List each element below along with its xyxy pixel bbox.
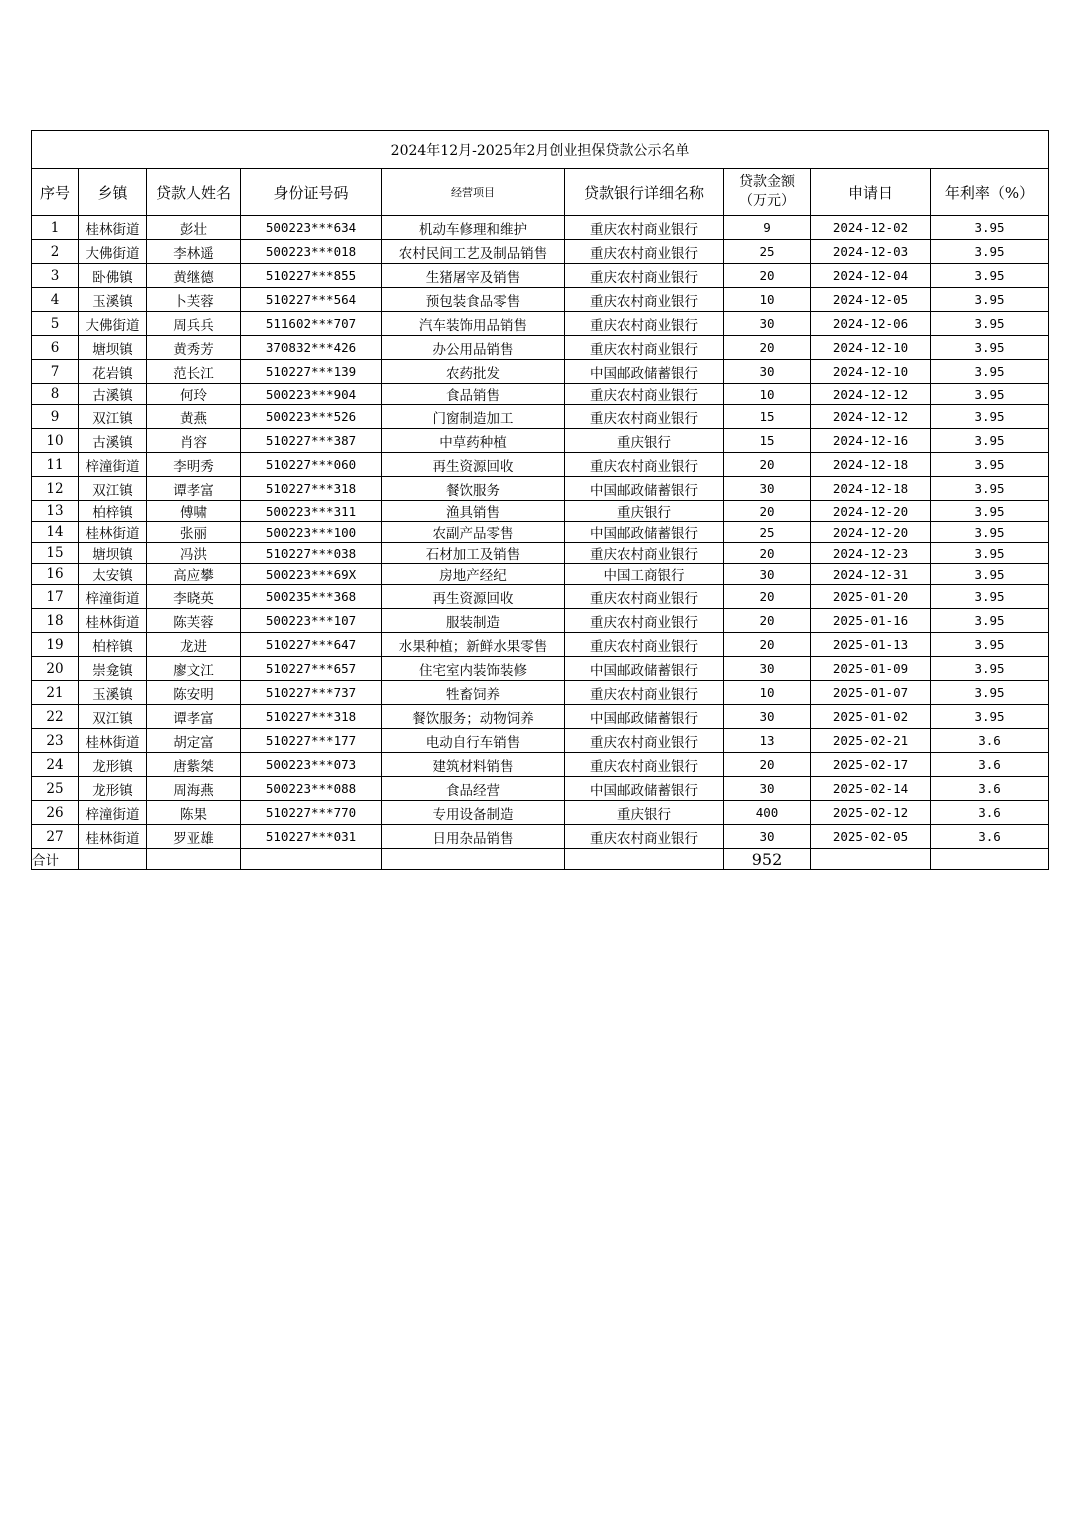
- total-row: [32, 849, 1049, 870]
- cell-town: 桂林街道: [79, 609, 147, 633]
- table-row: [32, 729, 1049, 753]
- cell-project: 生猪屠宰及销售: [382, 264, 565, 288]
- cell-id: 500223***088: [241, 777, 382, 801]
- table-row: [32, 825, 1049, 849]
- table-row: [32, 543, 1049, 564]
- cell-amount: 15: [724, 429, 811, 453]
- total-empty: [79, 849, 147, 870]
- table-row: [32, 777, 1049, 801]
- cell-date: 2025-02-21: [811, 729, 931, 753]
- cell-project: 电动自行车销售: [382, 729, 565, 753]
- cell-town: 龙形镇: [79, 777, 147, 801]
- cell-bank: 重庆银行: [565, 801, 724, 825]
- cell-rate: 3.95: [931, 657, 1049, 681]
- cell-name: 傅啸: [147, 501, 241, 522]
- cell-town: 柏梓镇: [79, 633, 147, 657]
- cell-bank: 重庆银行: [565, 429, 724, 453]
- cell-rate: 3.95: [931, 216, 1049, 240]
- cell-amount: 20: [724, 543, 811, 564]
- cell-project: 食品经营: [382, 777, 565, 801]
- cell-town: 柏梓镇: [79, 501, 147, 522]
- cell-seq: 5: [32, 312, 79, 336]
- table-row: [32, 585, 1049, 609]
- cell-rate: 3.95: [931, 633, 1049, 657]
- cell-seq: 14: [32, 522, 79, 543]
- cell-bank: 中国邮政储蓄银行: [565, 360, 724, 384]
- cell-town: 梓潼街道: [79, 453, 147, 477]
- cell-rate: 3.6: [931, 777, 1049, 801]
- cell-town: 双江镇: [79, 477, 147, 501]
- cell-name: 冯洪: [147, 543, 241, 564]
- cell-date: 2024-12-23: [811, 543, 931, 564]
- cell-bank: 重庆农村商业银行: [565, 405, 724, 429]
- cell-project: 中草药种植: [382, 429, 565, 453]
- cell-bank: 重庆农村商业银行: [565, 453, 724, 477]
- table-row: [32, 405, 1049, 429]
- cell-rate: 3.95: [931, 453, 1049, 477]
- table-row: [32, 681, 1049, 705]
- table-row: [32, 264, 1049, 288]
- cell-id: 510227***060: [241, 453, 382, 477]
- cell-rate: 3.95: [931, 288, 1049, 312]
- cell-name: 肖容: [147, 429, 241, 453]
- cell-seq: 7: [32, 360, 79, 384]
- cell-town: 桂林街道: [79, 729, 147, 753]
- cell-name: 李晓英: [147, 585, 241, 609]
- cell-id: 500223***018: [241, 240, 382, 264]
- cell-id: 500235***368: [241, 585, 382, 609]
- cell-bank: 中国邮政储蓄银行: [565, 777, 724, 801]
- cell-project: 再生资源回收: [382, 585, 565, 609]
- cell-project: 农村民间工艺及制品销售: [382, 240, 565, 264]
- cell-seq: 15: [32, 543, 79, 564]
- cell-seq: 9: [32, 405, 79, 429]
- cell-seq: 23: [32, 729, 79, 753]
- cell-id: 510227***564: [241, 288, 382, 312]
- cell-bank: 重庆农村商业银行: [565, 312, 724, 336]
- cell-bank: 重庆农村商业银行: [565, 216, 724, 240]
- cell-date: 2024-12-10: [811, 336, 931, 360]
- cell-name: 张丽: [147, 522, 241, 543]
- table-row: [32, 288, 1049, 312]
- cell-name: 彭壮: [147, 216, 241, 240]
- cell-rate: 3.95: [931, 564, 1049, 585]
- cell-name: 廖文江: [147, 657, 241, 681]
- cell-project: 服装制造: [382, 609, 565, 633]
- cell-name: 周兵兵: [147, 312, 241, 336]
- cell-project: 专用设备制造: [382, 801, 565, 825]
- table-row: [32, 429, 1049, 453]
- cell-seq: 6: [32, 336, 79, 360]
- cell-id: 500223***634: [241, 216, 382, 240]
- cell-date: 2024-12-31: [811, 564, 931, 585]
- cell-town: 太安镇: [79, 564, 147, 585]
- header-bank: 贷款银行详细名称: [565, 169, 724, 216]
- cell-name: 高应攀: [147, 564, 241, 585]
- cell-id: 500223***311: [241, 501, 382, 522]
- cell-amount: 20: [724, 753, 811, 777]
- cell-name: 罗亚雄: [147, 825, 241, 849]
- cell-town: 玉溪镇: [79, 288, 147, 312]
- cell-name: 谭孝富: [147, 705, 241, 729]
- cell-name: 黄燕: [147, 405, 241, 429]
- cell-amount: 30: [724, 360, 811, 384]
- cell-bank: 中国工商银行: [565, 564, 724, 585]
- cell-bank: 中国邮政储蓄银行: [565, 657, 724, 681]
- cell-town: 桂林街道: [79, 522, 147, 543]
- cell-town: 古溪镇: [79, 384, 147, 405]
- total-empty: [382, 849, 565, 870]
- sheet-title: 2024年12月-2025年2月创业担保贷款公示名单: [32, 131, 1049, 169]
- header-town: 乡镇: [79, 169, 147, 216]
- cell-name: 卜芙蓉: [147, 288, 241, 312]
- cell-name: 唐紫桀: [147, 753, 241, 777]
- cell-date: 2025-01-09: [811, 657, 931, 681]
- cell-date: 2024-12-20: [811, 501, 931, 522]
- cell-amount: 30: [724, 657, 811, 681]
- cell-project: 牲畜饲养: [382, 681, 565, 705]
- cell-rate: 3.6: [931, 825, 1049, 849]
- table-row: [32, 336, 1049, 360]
- cell-project: 石材加工及销售: [382, 543, 565, 564]
- cell-project: 餐饮服务: [382, 477, 565, 501]
- cell-amount: 15: [724, 405, 811, 429]
- cell-amount: 30: [724, 477, 811, 501]
- cell-amount: 30: [724, 777, 811, 801]
- cell-bank: 重庆农村商业银行: [565, 729, 724, 753]
- cell-rate: 3.95: [931, 336, 1049, 360]
- cell-id: 500223***073: [241, 753, 382, 777]
- cell-rate: 3.6: [931, 801, 1049, 825]
- cell-rate: 3.95: [931, 585, 1049, 609]
- table-row: [32, 705, 1049, 729]
- cell-name: 何玲: [147, 384, 241, 405]
- cell-project: 办公用品销售: [382, 336, 565, 360]
- cell-seq: 27: [32, 825, 79, 849]
- cell-amount: 25: [724, 522, 811, 543]
- header-project: 经营项目: [382, 169, 565, 216]
- cell-town: 梓潼街道: [79, 585, 147, 609]
- cell-town: 双江镇: [79, 405, 147, 429]
- cell-rate: 3.95: [931, 501, 1049, 522]
- cell-amount: 13: [724, 729, 811, 753]
- cell-name: 周海燕: [147, 777, 241, 801]
- cell-town: 大佛街道: [79, 240, 147, 264]
- cell-amount: 9: [724, 216, 811, 240]
- header-amount-line1: 贷款金额: [739, 174, 795, 190]
- cell-project: 渔具销售: [382, 501, 565, 522]
- cell-project: 建筑材料销售: [382, 753, 565, 777]
- cell-id: 500223***100: [241, 522, 382, 543]
- cell-amount: 400: [724, 801, 811, 825]
- total-empty: [147, 849, 241, 870]
- cell-amount: 30: [724, 825, 811, 849]
- cell-project: 水果种植；新鲜水果零售: [382, 633, 565, 657]
- table-row: [32, 501, 1049, 522]
- cell-seq: 25: [32, 777, 79, 801]
- cell-date: 2024-12-18: [811, 453, 931, 477]
- cell-name: 陈安明: [147, 681, 241, 705]
- cell-amount: 20: [724, 585, 811, 609]
- cell-project: 餐饮服务；动物饲养: [382, 705, 565, 729]
- cell-name: 范长江: [147, 360, 241, 384]
- cell-id: 510227***318: [241, 705, 382, 729]
- cell-date: 2025-01-02: [811, 705, 931, 729]
- table-row: [32, 453, 1049, 477]
- cell-id: 510227***647: [241, 633, 382, 657]
- cell-id: 500223***69X: [241, 564, 382, 585]
- cell-date: 2024-12-12: [811, 405, 931, 429]
- cell-rate: 3.95: [931, 543, 1049, 564]
- cell-project: 住宅室内装饰装修: [382, 657, 565, 681]
- table-row: [32, 384, 1049, 405]
- cell-name: 谭孝富: [147, 477, 241, 501]
- total-label: 合计: [32, 849, 79, 870]
- cell-project: 日用杂品销售: [382, 825, 565, 849]
- header-id: 身份证号码: [241, 169, 382, 216]
- cell-id: 510227***139: [241, 360, 382, 384]
- cell-amount: 30: [724, 312, 811, 336]
- cell-bank: 重庆银行: [565, 501, 724, 522]
- cell-seq: 19: [32, 633, 79, 657]
- cell-seq: 4: [32, 288, 79, 312]
- cell-name: 胡定富: [147, 729, 241, 753]
- cell-bank: 中国邮政储蓄银行: [565, 522, 724, 543]
- table-row: [32, 312, 1049, 336]
- cell-date: 2024-12-16: [811, 429, 931, 453]
- cell-town: 龙形镇: [79, 753, 147, 777]
- cell-id: 510227***770: [241, 801, 382, 825]
- cell-seq: 12: [32, 477, 79, 501]
- cell-date: 2025-02-17: [811, 753, 931, 777]
- cell-id: 511602***707: [241, 312, 382, 336]
- cell-bank: 重庆农村商业银行: [565, 585, 724, 609]
- cell-seq: 21: [32, 681, 79, 705]
- cell-seq: 17: [32, 585, 79, 609]
- cell-town: 花岩镇: [79, 360, 147, 384]
- loan-publicity-table: [31, 130, 1049, 870]
- cell-bank: 重庆农村商业银行: [565, 681, 724, 705]
- cell-name: 陈果: [147, 801, 241, 825]
- cell-town: 玉溪镇: [79, 681, 147, 705]
- cell-bank: 重庆农村商业银行: [565, 633, 724, 657]
- header-date: 申请日: [811, 169, 931, 216]
- cell-amount: 10: [724, 384, 811, 405]
- cell-seq: 2: [32, 240, 79, 264]
- cell-seq: 20: [32, 657, 79, 681]
- cell-date: 2025-01-07: [811, 681, 931, 705]
- cell-seq: 24: [32, 753, 79, 777]
- cell-amount: 10: [724, 288, 811, 312]
- cell-rate: 3.95: [931, 240, 1049, 264]
- cell-rate: 3.95: [931, 312, 1049, 336]
- total-amount: 952: [724, 849, 811, 870]
- cell-seq: 3: [32, 264, 79, 288]
- cell-bank: 中国邮政储蓄银行: [565, 705, 724, 729]
- cell-amount: 20: [724, 501, 811, 522]
- cell-name: 黄秀芳: [147, 336, 241, 360]
- cell-date: 2025-02-05: [811, 825, 931, 849]
- table-row: [32, 240, 1049, 264]
- cell-town: 桂林街道: [79, 216, 147, 240]
- total-empty: [565, 849, 724, 870]
- cell-rate: 3.95: [931, 477, 1049, 501]
- cell-bank: 重庆农村商业银行: [565, 240, 724, 264]
- table-row: [32, 477, 1049, 501]
- cell-date: 2024-12-20: [811, 522, 931, 543]
- cell-id: 500223***904: [241, 384, 382, 405]
- table-row: [32, 657, 1049, 681]
- cell-id: 510227***387: [241, 429, 382, 453]
- cell-project: 门窗制造加工: [382, 405, 565, 429]
- cell-rate: 3.95: [931, 705, 1049, 729]
- cell-amount: 30: [724, 564, 811, 585]
- cell-rate: 3.95: [931, 681, 1049, 705]
- cell-bank: 重庆农村商业银行: [565, 264, 724, 288]
- table-row: [32, 633, 1049, 657]
- cell-project: 农药批发: [382, 360, 565, 384]
- cell-date: 2024-12-05: [811, 288, 931, 312]
- cell-amount: 20: [724, 264, 811, 288]
- cell-rate: 3.95: [931, 405, 1049, 429]
- cell-date: 2025-02-14: [811, 777, 931, 801]
- cell-id: 510227***031: [241, 825, 382, 849]
- cell-date: 2025-01-13: [811, 633, 931, 657]
- cell-project: 汽车装饰用品销售: [382, 312, 565, 336]
- table-row: [32, 216, 1049, 240]
- cell-bank: 重庆农村商业银行: [565, 384, 724, 405]
- header-name: 贷款人姓名: [147, 169, 241, 216]
- header-amount: [724, 169, 811, 216]
- cell-date: 2025-02-12: [811, 801, 931, 825]
- cell-date: 2024-12-04: [811, 264, 931, 288]
- cell-id: 510227***657: [241, 657, 382, 681]
- cell-id: 370832***426: [241, 336, 382, 360]
- cell-rate: 3.95: [931, 384, 1049, 405]
- cell-id: 500223***107: [241, 609, 382, 633]
- cell-date: 2024-12-02: [811, 216, 931, 240]
- cell-name: 黄继德: [147, 264, 241, 288]
- header-row: [32, 169, 1049, 216]
- cell-town: 塘坝镇: [79, 543, 147, 564]
- cell-rate: 3.95: [931, 264, 1049, 288]
- cell-town: 崇龛镇: [79, 657, 147, 681]
- cell-amount: 20: [724, 336, 811, 360]
- cell-amount: 30: [724, 705, 811, 729]
- cell-id: 510227***177: [241, 729, 382, 753]
- cell-town: 古溪镇: [79, 429, 147, 453]
- cell-id: 500223***526: [241, 405, 382, 429]
- cell-seq: 8: [32, 384, 79, 405]
- total-empty: [811, 849, 931, 870]
- cell-rate: 3.95: [931, 360, 1049, 384]
- cell-amount: 25: [724, 240, 811, 264]
- total-empty: [241, 849, 382, 870]
- cell-date: 2024-12-18: [811, 477, 931, 501]
- table-row: [32, 360, 1049, 384]
- cell-seq: 10: [32, 429, 79, 453]
- cell-project: 再生资源回收: [382, 453, 565, 477]
- cell-project: 农副产品零售: [382, 522, 565, 543]
- cell-rate: 3.6: [931, 729, 1049, 753]
- cell-project: 预包装食品零售: [382, 288, 565, 312]
- cell-project: 机动车修理和维护: [382, 216, 565, 240]
- cell-date: 2025-01-20: [811, 585, 931, 609]
- cell-amount: 20: [724, 453, 811, 477]
- cell-rate: 3.6: [931, 753, 1049, 777]
- cell-date: 2024-12-12: [811, 384, 931, 405]
- cell-project: 食品销售: [382, 384, 565, 405]
- cell-name: 龙进: [147, 633, 241, 657]
- cell-town: 梓潼街道: [79, 801, 147, 825]
- cell-bank: 重庆农村商业银行: [565, 336, 724, 360]
- cell-bank: 重庆农村商业银行: [565, 609, 724, 633]
- cell-seq: 16: [32, 564, 79, 585]
- cell-town: 塘坝镇: [79, 336, 147, 360]
- table-row: [32, 564, 1049, 585]
- cell-date: 2024-12-03: [811, 240, 931, 264]
- cell-project: 房地产经纪: [382, 564, 565, 585]
- cell-town: 大佛街道: [79, 312, 147, 336]
- cell-bank: 重庆农村商业银行: [565, 825, 724, 849]
- cell-id: 510227***038: [241, 543, 382, 564]
- cell-town: 卧佛镇: [79, 264, 147, 288]
- total-empty: [931, 849, 1049, 870]
- cell-id: 510227***318: [241, 477, 382, 501]
- cell-seq: 13: [32, 501, 79, 522]
- table-row: [32, 753, 1049, 777]
- cell-seq: 11: [32, 453, 79, 477]
- cell-rate: 3.95: [931, 429, 1049, 453]
- header-amount-line2: （万元）: [739, 193, 795, 209]
- cell-id: 510227***737: [241, 681, 382, 705]
- cell-id: 510227***855: [241, 264, 382, 288]
- cell-name: 李林遥: [147, 240, 241, 264]
- cell-name: 陈芙蓉: [147, 609, 241, 633]
- cell-seq: 22: [32, 705, 79, 729]
- cell-seq: 18: [32, 609, 79, 633]
- header-rate: 年利率（%）: [931, 169, 1049, 216]
- cell-bank: 重庆农村商业银行: [565, 543, 724, 564]
- cell-amount: 20: [724, 633, 811, 657]
- cell-date: 2024-12-10: [811, 360, 931, 384]
- header-seq: 序号: [32, 169, 79, 216]
- cell-rate: 3.95: [931, 522, 1049, 543]
- cell-date: 2025-01-16: [811, 609, 931, 633]
- cell-town: 桂林街道: [79, 825, 147, 849]
- cell-rate: 3.95: [931, 609, 1049, 633]
- cell-bank: 中国邮政储蓄银行: [565, 477, 724, 501]
- cell-amount: 10: [724, 681, 811, 705]
- cell-date: 2024-12-06: [811, 312, 931, 336]
- cell-seq: 26: [32, 801, 79, 825]
- table-row: [32, 522, 1049, 543]
- cell-town: 双江镇: [79, 705, 147, 729]
- cell-bank: 重庆农村商业银行: [565, 288, 724, 312]
- table-row: [32, 609, 1049, 633]
- cell-name: 李明秀: [147, 453, 241, 477]
- cell-amount: 20: [724, 609, 811, 633]
- table-row: [32, 801, 1049, 825]
- cell-bank: 重庆农村商业银行: [565, 753, 724, 777]
- cell-seq: 1: [32, 216, 79, 240]
